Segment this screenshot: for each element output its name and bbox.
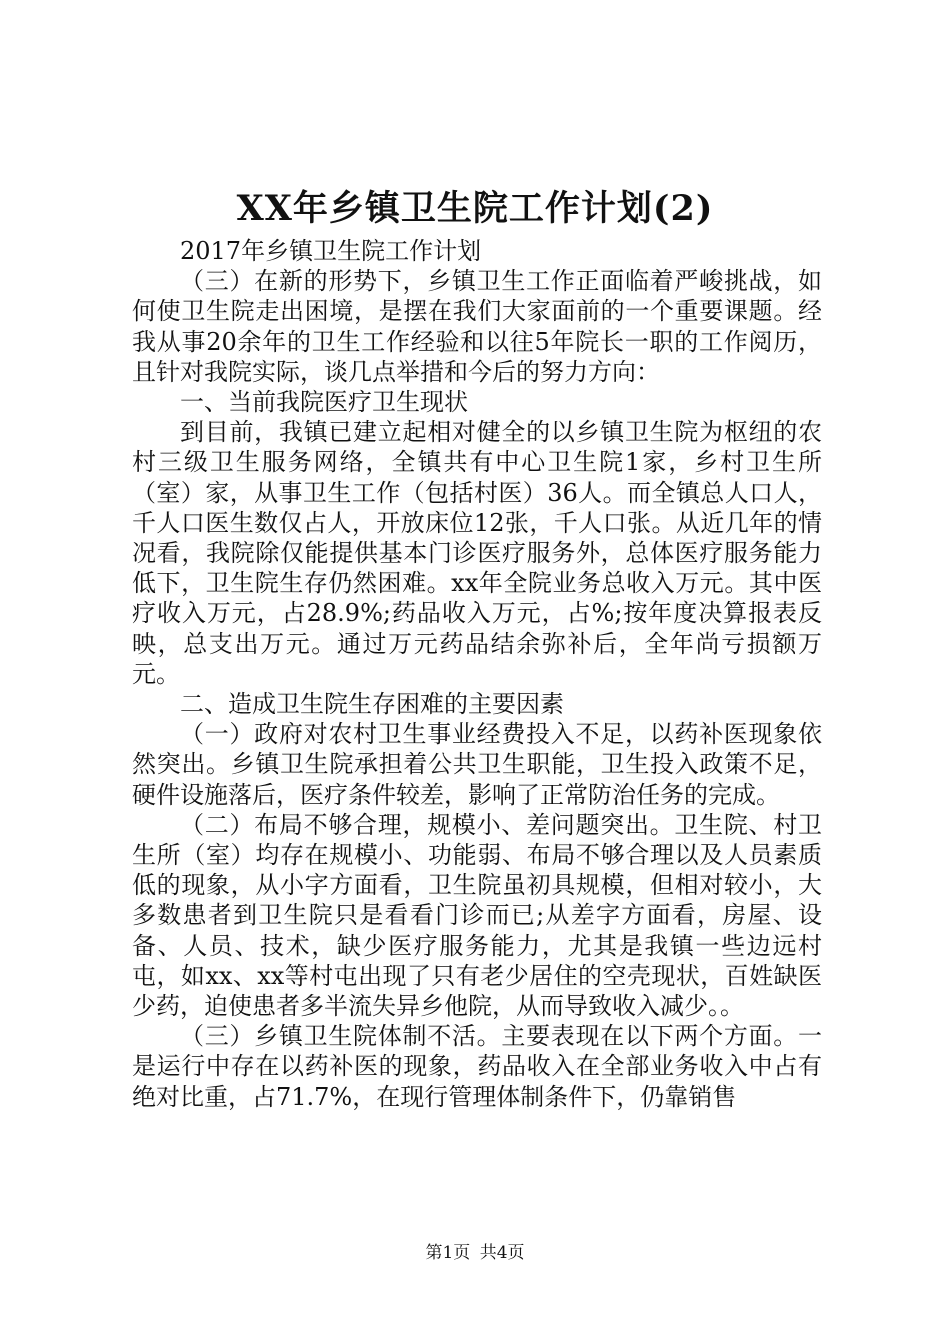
section-heading-1: 一、当前我院医疗卫生现状 bbox=[180, 388, 468, 417]
section-heading-2: 二、造成卫生院生存困难的主要因素 bbox=[180, 690, 564, 719]
document-body bbox=[132, 236, 822, 1112]
paragraph-intro: （三）在新的形势下，乡镇卫生工作正面临着严峻挑战，如何使卫生院走出困境，是摆在我们大家面前的一个重要课题。经我从事20余年的卫生工作经验和以往5年院长一职的工作阅历，且针对我院实际，谈几点举措和今后的努力方向： bbox=[132, 267, 822, 386]
paragraph-status: 到目前，我镇已建立起相对健全的以乡镇卫生院为枢纽的农村三级卫生服务网络，全镇共有中心卫生院1家，乡村卫生所（室）家，从事卫生工作（包括村医）36人。而全镇总人口人，千人口医生数仅占人，开放床位12张，千人口张。从近几年的情况看，我院除仅能提供基本门诊医疗服务外，总体医疗服务能力低下，卫生院生存仍然困难。xx年全院业务总收入万元。其中医疗收入万元，占28.9%;药品收入万元，占%;按年度决算报表反映，总支出万元。通过万元药品结余弥补后，全年尚亏损额万元。 bbox=[132, 418, 822, 688]
paragraph-factor-2: （二）布局不够合理，规模小、差问题突出。卫生院、村卫生所（室）均存在规模小、功能弱、布局不够合理以及人员素质低的现象，从小字方面看，卫生院虽初具规模，但相对较小，大多数患者到卫生院只是看看门诊而已;从差字方面看，房屋、设备、人员、技术，缺少医疗服务能力，尤其是我镇一些边远村屯，如xx、xx等村屯出现了只有老少居住的空壳现状，百姓缺医少药，迫使患者多半流失异乡他院，从而导致收入减少。。 bbox=[132, 810, 822, 1021]
page-footer bbox=[0, 1242, 950, 1264]
page-number: 第1页 bbox=[425, 1243, 471, 1263]
paragraph-subtitle: 2017年乡镇卫生院工作计划 bbox=[180, 237, 482, 265]
paragraph-factor-1: （一）政府对农村卫生事业经费投入不足，以药补医现象依然突出。乡镇卫生院承担着公共卫生职能，卫生投入政策不足，硬件设施落后，医疗条件较差，影响了正常防治任务的完成。 bbox=[132, 720, 822, 809]
page-total: 共4页 bbox=[479, 1243, 525, 1263]
page-title: XX年乡镇卫生院工作计划(2) bbox=[236, 188, 714, 229]
paragraph-factor-3: （三）乡镇卫生院体制不活。主要表现在以下两个方面。一是运行中存在以药补医的现象，药品收入在全部业务收入中占有绝对比重，占71.7%，在现行管理体制条件下，仍靠销售 bbox=[132, 1022, 822, 1111]
